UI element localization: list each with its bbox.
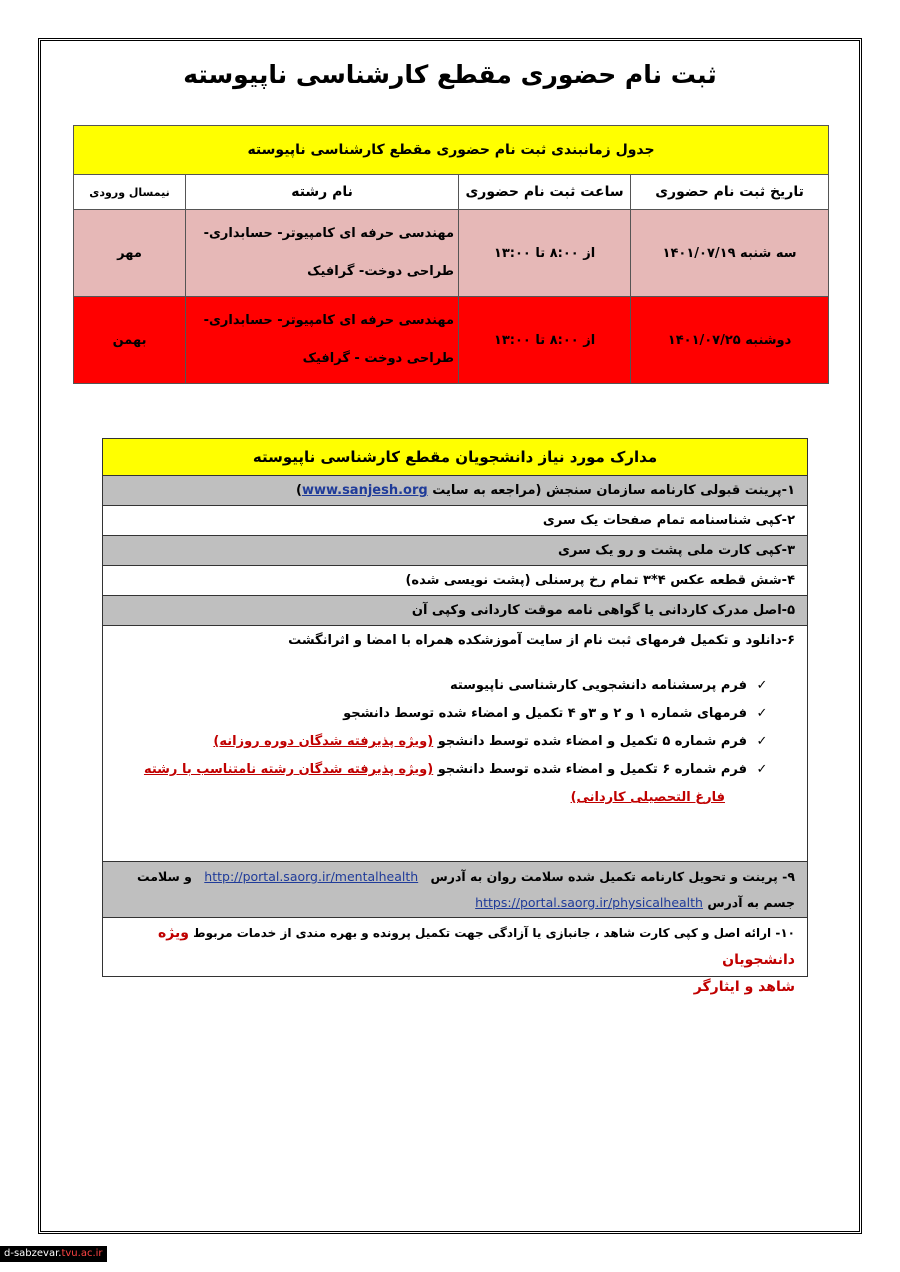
- mentalhealth-link[interactable]: http://portal.saorg.ir/mentalhealth: [204, 869, 419, 884]
- list-item: [103, 476, 807, 506]
- item9-line1: [115, 864, 795, 890]
- documents-table: [102, 438, 808, 995]
- check-icon: ✓: [756, 706, 768, 721]
- forms-list: [115, 672, 795, 812]
- list-item: [103, 626, 807, 862]
- item10-text: ۱۰- ارائه اصل و کپی کارت شاهد ، جانبازی یا آزادگی جهت تکمیل پرونده و بهره مندی از خدمات مربوط: [193, 926, 795, 940]
- header-hours: ساعت ثبت نام حضوری: [459, 175, 631, 210]
- list-item: ۲-کپی شناسنامه تمام صفحات یک سری: [103, 506, 807, 536]
- row-date: دوشنبه ۱۴۰۱/۰۷/۲۵: [631, 297, 829, 384]
- schedule-table: [73, 125, 829, 384]
- schedule-header-row: [74, 175, 829, 210]
- table-row: [74, 297, 829, 384]
- item9-text: ۹- پرینت و تحویل کارنامه تکمیل شده سلامت روان به آدرس: [430, 869, 795, 884]
- header-major: نام رشته: [186, 175, 459, 210]
- site-watermark: [0, 1246, 107, 1262]
- header-semester: نیمسال ورودی: [74, 175, 186, 210]
- list-item: [103, 862, 807, 918]
- row-major: [186, 210, 459, 297]
- row-major: [186, 297, 459, 384]
- table-row: [74, 210, 829, 297]
- form-text: فرم شماره ۶ تکمیل و امضاء شده توسط دانشجو: [437, 762, 747, 777]
- item9-line2: [115, 890, 795, 916]
- check-icon: ✓: [756, 678, 768, 693]
- form-note: فارغ التحصیلی کاردانی): [570, 790, 725, 805]
- form-text: فرم پرسشنامه دانشجویی کارشناسی ناپیوسته: [449, 678, 747, 693]
- form-note: (ویژه پذیرفته شدگان دوره روزانه): [213, 734, 434, 749]
- form-item: [115, 672, 795, 700]
- item6-text: ۶-دانلود و تکمیل فرمهای ثبت نام از سایت آموزشکده همراه با امضا و اثرانگشت: [288, 633, 795, 648]
- item10-highlight-2: شاهد و ایثارگر: [693, 979, 795, 995]
- form-item: [115, 728, 795, 756]
- schedule-caption: جدول زمانبندی ثبت نام حضوری مقطع کارشناسی ناپیوسته: [74, 126, 829, 175]
- form-text: فرم شماره ۵ تکمیل و امضاء شده توسط دانشجو: [437, 734, 747, 749]
- row-semester: بهمن: [74, 297, 186, 384]
- watermark-accent: tvu.ac.ir: [61, 1248, 103, 1259]
- row-major-line1: مهندسی حرفه ای کامپیوتر- حسابداری-: [203, 226, 455, 241]
- list-item: ۳-کپی کارت ملی پشت و رو یک سری: [103, 536, 807, 566]
- row-major-line2: طراحی دوخت- گرافیک: [307, 264, 455, 279]
- header-date: تاریخ ثبت نام حضوری: [631, 175, 829, 210]
- sanjesh-link[interactable]: www.sanjesh.org: [301, 483, 428, 498]
- item9-mid: و سلامت: [137, 869, 192, 884]
- row-date: سه شنبه ۱۴۰۱/۰۷/۱۹: [631, 210, 829, 297]
- watermark-prefix: d-sabzevar.: [4, 1248, 62, 1259]
- form-text: فرمهای شماره ۱ و ۲ و ۳و ۴ تکمیل و امضاء شده توسط دانشجو: [343, 706, 747, 721]
- physicalhealth-link[interactable]: https://portal.saorg.ir/physicalhealth: [475, 895, 703, 910]
- item1-text: ۱-پرینت قبولی کارنامه سازمان سنجش (مراجعه به سایت: [432, 483, 795, 498]
- documents-caption: مدارک مورد نیاز دانشجویان مقطع کارشناسی ناپیوسته: [103, 439, 807, 476]
- row-hours: از ۸:۰۰ تا ۱۳:۰۰: [459, 210, 631, 297]
- item9-line2-text: جسم به آدرس: [707, 895, 795, 910]
- list-item: ۵-اصل مدرک کاردانی یا گواهی نامه موقت کاردانی وکپی آن: [103, 596, 807, 626]
- item10-highlight: ویژه دانشجویان: [158, 925, 795, 968]
- form-item: [115, 756, 795, 784]
- check-icon: ✓: [756, 762, 768, 777]
- row-major-line2: طراحی دوخت - گرافیک: [302, 351, 455, 366]
- form-item-continued: [115, 784, 795, 812]
- row-hours: از ۸:۰۰ تا ۱۳:۰۰: [459, 297, 631, 384]
- row-major-line1: مهندسی حرفه ای کامپیوتر- حسابداری-: [203, 313, 455, 328]
- item1-end: ): [295, 483, 302, 498]
- list-item: ۴-شش قطعه عکس ۴*۳ تمام رخ پرسنلی (پشت نویسی شده): [103, 566, 807, 596]
- form-item: [115, 700, 795, 728]
- check-icon: ✓: [756, 734, 768, 749]
- page-title: ثبت نام حضوری مقطع کارشناسی ناپیوسته: [183, 60, 717, 89]
- form-note: (ویژه پذیرفته شدگان رشته نامتناسب با رشته: [143, 762, 434, 777]
- row-semester: مهر: [74, 210, 186, 297]
- list-item: [103, 918, 807, 995]
